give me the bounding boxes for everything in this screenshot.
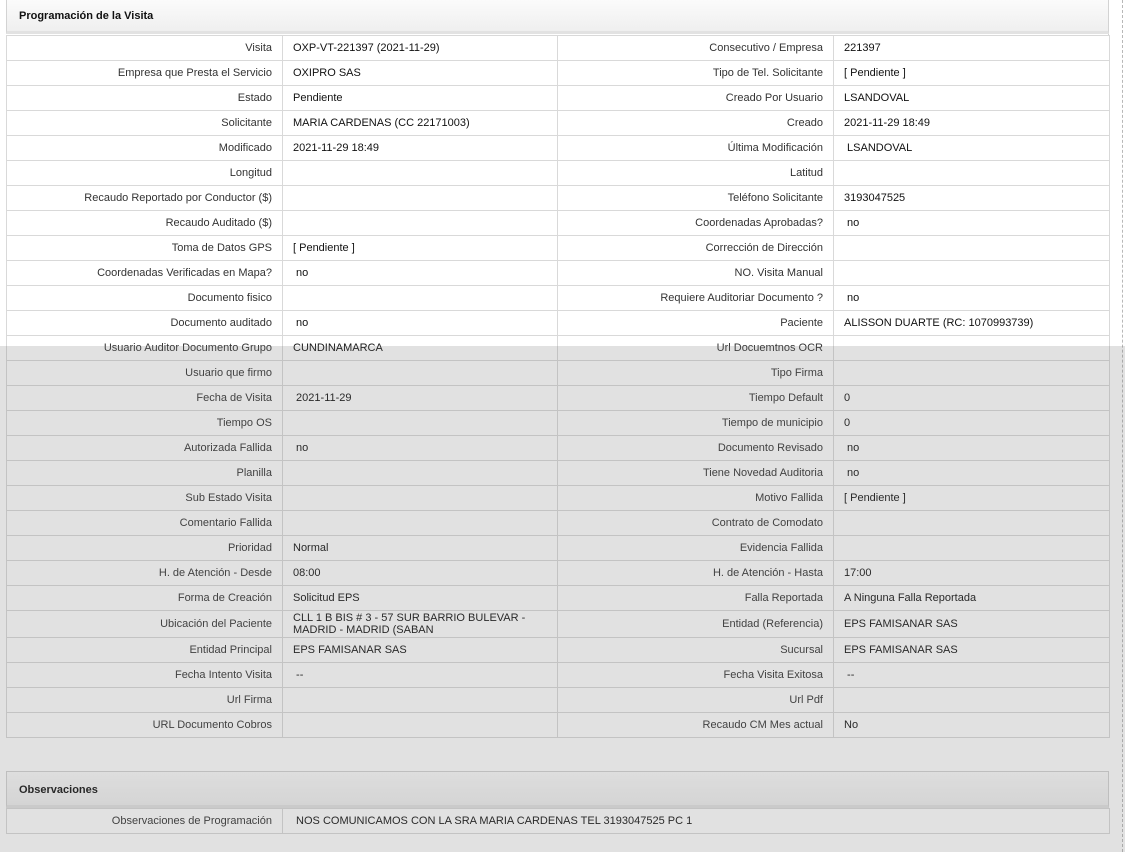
field-value <box>834 511 1110 536</box>
field-label: Planilla <box>7 461 283 486</box>
field-value: -- <box>283 663 558 688</box>
field-value: EPS FAMISANAR SAS <box>834 638 1110 663</box>
field-value: 221397 <box>834 36 1110 61</box>
field-label: Paciente <box>558 311 834 336</box>
field-value: 2021-11-29 18:49 <box>283 136 558 161</box>
field-label: Coordenadas Aprobadas? <box>558 211 834 236</box>
field-value: EPS FAMISANAR SAS <box>834 611 1110 638</box>
field-label: Evidencia Fallida <box>558 536 834 561</box>
field-value: EPS FAMISANAR SAS <box>283 638 558 663</box>
observaciones-table <box>6 808 1110 834</box>
field-value <box>834 361 1110 386</box>
field-label: Usuario que firmo <box>7 361 283 386</box>
table-row <box>7 161 1110 186</box>
field-label: Tiempo Default <box>558 386 834 411</box>
table-row <box>7 663 1110 688</box>
table-row <box>7 511 1110 536</box>
field-label: Creado Por Usuario <box>558 86 834 111</box>
field-label: Falla Reportada <box>558 586 834 611</box>
field-value: MARIA CARDENAS (CC 22171003) <box>283 111 558 136</box>
field-label: Documento Revisado <box>558 436 834 461</box>
field-label: Fecha Visita Exitosa <box>558 663 834 688</box>
table-row <box>7 611 1110 638</box>
field-value <box>283 211 558 236</box>
field-label: Coordenadas Verificadas en Mapa? <box>7 261 283 286</box>
programacion-table <box>6 35 1110 738</box>
table-row <box>7 311 1110 336</box>
table-row <box>7 411 1110 436</box>
field-label: Url Firma <box>7 688 283 713</box>
field-label: Visita <box>7 36 283 61</box>
programacion-title: Programación de la Visita <box>6 0 1109 34</box>
field-value: 2021-11-29 18:49 <box>834 111 1110 136</box>
field-label: Estado <box>7 86 283 111</box>
field-label: Fecha Intento Visita <box>7 663 283 688</box>
field-label: Usuario Auditor Documento Grupo <box>7 336 283 361</box>
table-row <box>7 336 1110 361</box>
table-row <box>7 361 1110 386</box>
observaciones-row <box>7 809 1110 834</box>
field-value <box>283 461 558 486</box>
table-row <box>7 536 1110 561</box>
field-label: Autorizada Fallida <box>7 436 283 461</box>
table-row <box>7 236 1110 261</box>
field-label: Url Pdf <box>558 688 834 713</box>
field-label: Sucursal <box>558 638 834 663</box>
dashed-divider <box>1122 0 1123 852</box>
field-value: -- <box>834 663 1110 688</box>
field-value: A Ninguna Falla Reportada <box>834 586 1110 611</box>
field-label: Ubicación del Paciente <box>7 611 283 638</box>
field-value <box>283 361 558 386</box>
field-value: LSANDOVAL <box>834 86 1110 111</box>
field-label: NO. Visita Manual <box>558 261 834 286</box>
table-row <box>7 486 1110 511</box>
table-row <box>7 61 1110 86</box>
field-label: Última Modificación <box>558 136 834 161</box>
field-value <box>834 236 1110 261</box>
field-label: Recaudo CM Mes actual <box>558 713 834 738</box>
field-value: no <box>283 436 558 461</box>
field-label: H. de Atención - Desde <box>7 561 283 586</box>
field-label: Empresa que Presta el Servicio <box>7 61 283 86</box>
table-row <box>7 561 1110 586</box>
field-label: Consecutivo / Empresa <box>558 36 834 61</box>
field-value <box>283 486 558 511</box>
field-label: Recaudo Auditado ($) <box>7 211 283 236</box>
field-value <box>283 161 558 186</box>
field-value <box>834 336 1110 361</box>
table-row <box>7 136 1110 161</box>
field-value: OXP-VT-221397 (2021-11-29) <box>283 36 558 61</box>
field-label: Documento auditado <box>7 311 283 336</box>
field-label: Tiene Novedad Auditoria <box>558 461 834 486</box>
field-value: [ Pendiente ] <box>834 61 1110 86</box>
field-label: Latitud <box>558 161 834 186</box>
field-label: Creado <box>558 111 834 136</box>
field-value: Normal <box>283 536 558 561</box>
field-value: ALISSON DUARTE (RC: 1070993739) <box>834 311 1110 336</box>
field-label: Prioridad <box>7 536 283 561</box>
field-value: 3193047525 <box>834 186 1110 211</box>
table-row <box>7 111 1110 136</box>
field-label: Tiempo OS <box>7 411 283 436</box>
field-value: no <box>834 286 1110 311</box>
field-value <box>834 261 1110 286</box>
field-label: Motivo Fallida <box>558 486 834 511</box>
table-row <box>7 436 1110 461</box>
field-value: 0 <box>834 411 1110 436</box>
observaciones-value: NOS COMUNICAMOS CON LA SRA MARIA CARDENAS TEL 3193047525 PC 1 <box>283 809 1110 834</box>
table-row <box>7 261 1110 286</box>
field-value <box>283 511 558 536</box>
table-row <box>7 713 1110 738</box>
field-value <box>283 688 558 713</box>
field-value <box>834 688 1110 713</box>
field-value: no <box>283 311 558 336</box>
field-label: Toma de Datos GPS <box>7 236 283 261</box>
field-value: OXIPRO SAS <box>283 61 558 86</box>
field-value <box>834 161 1110 186</box>
field-value <box>283 186 558 211</box>
table-row <box>7 186 1110 211</box>
field-label: Entidad Principal <box>7 638 283 663</box>
field-label: Teléfono Solicitante <box>558 186 834 211</box>
field-value: [ Pendiente ] <box>834 486 1110 511</box>
field-value: no <box>283 261 558 286</box>
field-value: [ Pendiente ] <box>283 236 558 261</box>
field-value: no <box>834 436 1110 461</box>
field-value <box>283 713 558 738</box>
field-value <box>283 286 558 311</box>
field-label: Requiere Auditoriar Documento ? <box>558 286 834 311</box>
field-label: Modificado <box>7 136 283 161</box>
field-value: CLL 1 B BIS # 3 - 57 SUR BARRIO BULEVAR - MADRID - MADRID (SABAN <box>283 611 558 638</box>
field-value: 17:00 <box>834 561 1110 586</box>
observaciones-label: Observaciones de Programación <box>7 809 283 834</box>
table-row <box>7 386 1110 411</box>
field-value: 0 <box>834 386 1110 411</box>
table-row <box>7 638 1110 663</box>
field-label: Documento fisico <box>7 286 283 311</box>
field-label: Recaudo Reportado por Conductor ($) <box>7 186 283 211</box>
field-value: No <box>834 713 1110 738</box>
field-value: CUNDINAMARCA <box>283 336 558 361</box>
field-value: 08:00 <box>283 561 558 586</box>
field-label: Forma de Creación <box>7 586 283 611</box>
field-label: H. de Atención - Hasta <box>558 561 834 586</box>
field-value: 2021-11-29 <box>283 386 558 411</box>
table-row <box>7 586 1110 611</box>
field-value: no <box>834 461 1110 486</box>
field-label: Tipo Firma <box>558 361 834 386</box>
field-label: Entidad (Referencia) <box>558 611 834 638</box>
field-label: Sub Estado Visita <box>7 486 283 511</box>
field-label: Longitud <box>7 161 283 186</box>
field-value <box>283 411 558 436</box>
table-row <box>7 688 1110 713</box>
field-label: Comentario Fallida <box>7 511 283 536</box>
field-label: Fecha de Visita <box>7 386 283 411</box>
field-label: Solicitante <box>7 111 283 136</box>
table-row <box>7 286 1110 311</box>
table-row <box>7 211 1110 236</box>
table-row <box>7 86 1110 111</box>
field-label: Corrección de Dirección <box>558 236 834 261</box>
field-label: Contrato de Comodato <box>558 511 834 536</box>
field-label: Url Docuemtnos OCR <box>558 336 834 361</box>
observaciones-title: Observaciones <box>6 771 1109 808</box>
table-row <box>7 461 1110 486</box>
programacion-rows <box>7 36 1110 738</box>
field-value: no <box>834 211 1110 236</box>
field-value: LSANDOVAL <box>834 136 1110 161</box>
field-label: URL Documento Cobros <box>7 713 283 738</box>
field-value <box>834 536 1110 561</box>
field-label: Tipo de Tel. Solicitante <box>558 61 834 86</box>
field-label: Tiempo de municipio <box>558 411 834 436</box>
field-value: Pendiente <box>283 86 558 111</box>
field-value: Solicitud EPS <box>283 586 558 611</box>
table-row <box>7 36 1110 61</box>
